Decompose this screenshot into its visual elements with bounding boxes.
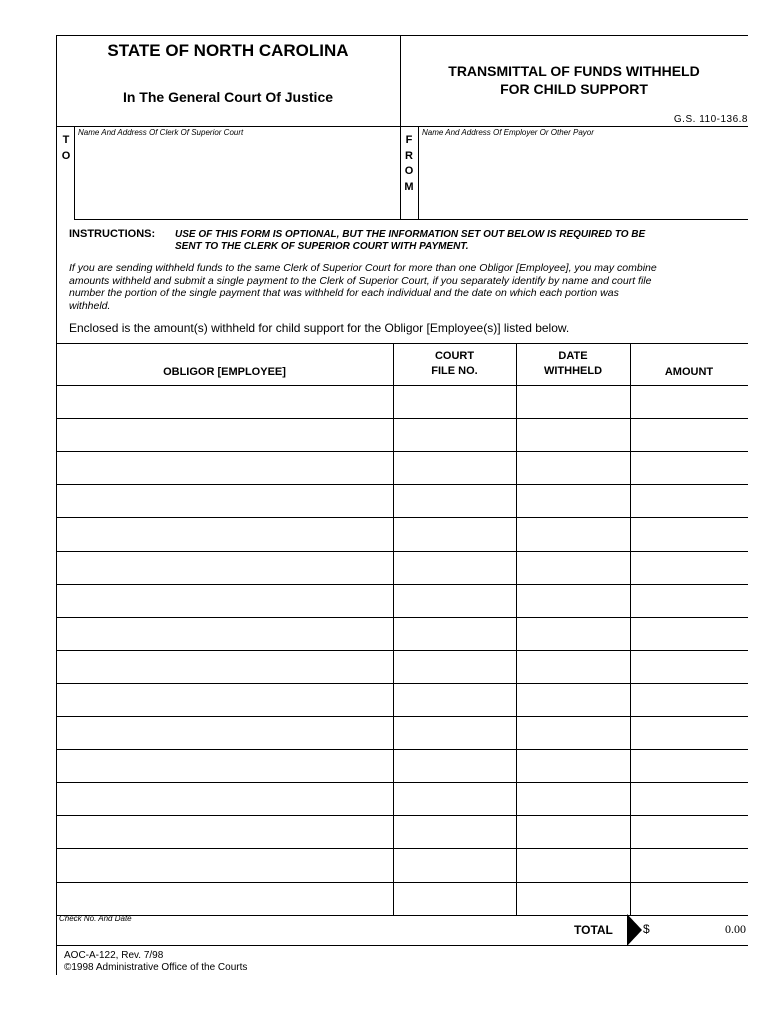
date-withheld-cell[interactable] <box>518 784 628 812</box>
court-file-cell[interactable] <box>395 784 514 812</box>
court-file-cell[interactable] <box>395 884 514 912</box>
obligor-cell[interactable] <box>58 751 391 779</box>
row-divider <box>56 848 748 849</box>
row-divider <box>56 584 748 585</box>
obligor-cell[interactable] <box>58 420 391 448</box>
row-divider <box>56 451 748 452</box>
obligor-cell[interactable] <box>58 586 391 614</box>
court-file-cell[interactable] <box>395 486 514 514</box>
court-file-cell[interactable] <box>395 751 514 779</box>
date-withheld-cell[interactable] <box>518 519 628 547</box>
enclosed-statement: Enclosed is the amount(s) withheld for child support for the Obligor [Employee(s)] listed below. <box>69 321 570 335</box>
date-withheld-cell[interactable] <box>518 817 628 845</box>
court-file-cell[interactable] <box>395 817 514 845</box>
instructions-line-1: USE OF THIS FORM IS OPTIONAL, BUT THE INFORMATION SET OUT BELOW IS REQUIRED TO BE <box>175 229 646 240</box>
paragraph-line-2: amounts withheld and submit a single payment to the Clerk of Superior Court, if you separately identify by name and court file <box>69 274 652 287</box>
total-bottom-border <box>56 945 748 946</box>
currency-symbol: $ <box>643 922 650 936</box>
court-file-cell[interactable] <box>395 619 514 647</box>
row-divider <box>56 551 748 552</box>
col-header-date-withheld <box>516 349 630 379</box>
col-divider-amount <box>630 343 631 915</box>
from-letter-r: R <box>405 149 413 162</box>
court-file-cell[interactable] <box>395 519 514 547</box>
court-file-cell[interactable] <box>395 652 514 680</box>
state-title: STATE OF NORTH CAROLINA <box>107 41 349 60</box>
date-withheld-cell[interactable] <box>518 685 628 713</box>
row-divider <box>56 815 748 816</box>
form-title <box>400 62 748 98</box>
amount-cell[interactable] <box>632 685 746 713</box>
court-file-cell[interactable] <box>395 586 514 614</box>
address-block-bottom-border <box>74 219 748 220</box>
to-letters <box>60 133 72 164</box>
footer <box>64 950 247 974</box>
form-id: AOC-A-122, Rev. 7/98 <box>64 950 164 961</box>
obligor-cell[interactable] <box>58 685 391 713</box>
date-withheld-cell[interactable] <box>518 486 628 514</box>
total-amount[interactable]: 0.00 <box>725 922 746 936</box>
obligor-cell[interactable] <box>58 652 391 680</box>
amount-cell[interactable] <box>632 453 746 481</box>
court-name: In The General Court Of Justice <box>122 89 334 105</box>
row-divider <box>56 617 748 618</box>
instructions-label: INSTRUCTIONS: <box>69 228 156 240</box>
obligor-cell[interactable] <box>58 817 391 845</box>
amount-cell[interactable] <box>632 784 746 812</box>
check-label: Check No. And Date <box>59 914 132 923</box>
col-divider-court <box>393 343 394 915</box>
paragraph-line-4: withheld. <box>69 299 111 312</box>
amount-cell[interactable] <box>632 553 746 581</box>
left-border <box>56 35 57 975</box>
table-top-border <box>56 343 748 344</box>
amount-cell[interactable] <box>632 817 746 845</box>
from-letters-divider <box>418 126 419 220</box>
col-header-date-line-1: DATE <box>558 350 588 362</box>
row-divider <box>56 749 748 750</box>
top-border <box>56 35 748 36</box>
col-divider-date <box>516 343 517 915</box>
amount-cell[interactable] <box>632 850 746 878</box>
employer-address-label: Name And Address Of Employer Or Other Payor <box>422 128 594 137</box>
amount-cell[interactable] <box>632 519 746 547</box>
col-header-court-line-1: COURT <box>434 350 475 362</box>
date-withheld-cell[interactable] <box>518 850 628 878</box>
statute-ref: G.S. 110-136.8 <box>673 114 748 125</box>
col-header-court-file <box>393 349 516 379</box>
col-header-amount: AMOUNT <box>664 366 714 378</box>
obligor-cell[interactable] <box>58 387 391 415</box>
instructions-paragraph <box>69 262 747 312</box>
obligor-cell[interactable] <box>58 784 391 812</box>
total-arrow-icon <box>627 914 643 946</box>
from-letter-o: O <box>404 165 414 177</box>
col-header-court-line-2: FILE NO. <box>431 365 478 377</box>
date-withheld-cell[interactable] <box>518 453 628 481</box>
obligor-cell[interactable] <box>58 619 391 647</box>
amount-cell[interactable] <box>632 619 746 647</box>
row-divider <box>56 650 748 651</box>
col-header-date-line-2: WITHHELD <box>543 365 603 377</box>
clerk-address-field[interactable] <box>78 140 396 216</box>
date-withheld-cell[interactable] <box>518 652 628 680</box>
court-file-cell[interactable] <box>395 453 514 481</box>
form-title-line-2: FOR CHILD SUPPORT <box>500 81 648 97</box>
row-divider <box>56 385 748 386</box>
row-divider <box>56 915 748 916</box>
amount-cell[interactable] <box>632 718 746 746</box>
obligor-cell[interactable] <box>58 553 391 581</box>
copyright: ©1998 Administrative Office of the Courts <box>64 962 248 973</box>
date-withheld-cell[interactable] <box>518 619 628 647</box>
row-divider <box>56 517 748 518</box>
col-header-obligor: OBLIGOR [EMPLOYEE] <box>163 366 286 378</box>
amount-cell[interactable] <box>632 884 746 912</box>
row-divider <box>56 484 748 485</box>
row-divider <box>56 418 748 419</box>
date-withheld-cell[interactable] <box>518 387 628 415</box>
total-label: TOTAL <box>574 923 613 937</box>
from-letter-m: M <box>404 180 414 193</box>
to-letter-t: T <box>62 134 70 146</box>
amount-cell[interactable] <box>632 751 746 779</box>
date-withheld-cell[interactable] <box>518 751 628 779</box>
row-divider <box>56 683 748 684</box>
date-withheld-cell[interactable] <box>518 718 628 746</box>
amount-cell[interactable] <box>632 387 746 415</box>
row-divider <box>56 716 748 717</box>
obligor-cell[interactable] <box>58 718 391 746</box>
instructions-text <box>175 229 745 253</box>
row-divider <box>56 882 748 883</box>
court-file-cell[interactable] <box>395 553 514 581</box>
paragraph-line-1: If you are sending withheld funds to the same Clerk of Superior Court for more than one Obligor [Employee], you may combine <box>69 262 657 274</box>
to-letter-o: O <box>61 149 71 162</box>
address-block-top-border <box>56 126 748 127</box>
from-letter-f: F <box>405 134 413 146</box>
amount-cell[interactable] <box>632 652 746 680</box>
obligor-cell[interactable] <box>58 884 391 912</box>
clerk-address-label: Name And Address Of Clerk Of Superior Court <box>78 128 244 137</box>
paragraph-line-3: number the portion of the single payment that was withheld for each individual and the date on which each portion was <box>69 287 619 299</box>
date-withheld-cell[interactable] <box>518 884 628 912</box>
amount-cell[interactable] <box>632 486 746 514</box>
employer-address-field[interactable] <box>422 140 744 216</box>
to-letters-divider <box>74 126 75 220</box>
instructions-line-2: SENT TO THE CLERK OF SUPERIOR COURT WITH PAYMENT. <box>175 241 469 252</box>
date-withheld-cell[interactable] <box>518 420 628 448</box>
form-title-line-1: TRANSMITTAL OF FUNDS WITHHELD <box>448 63 700 79</box>
from-letters <box>402 133 416 195</box>
court-file-cell[interactable] <box>395 685 514 713</box>
amount-cell[interactable] <box>632 420 746 448</box>
obligor-cell[interactable] <box>58 850 391 878</box>
obligor-cell[interactable] <box>58 453 391 481</box>
court-file-cell[interactable] <box>395 420 514 448</box>
obligor-cell[interactable] <box>58 486 391 514</box>
obligor-cell[interactable] <box>58 519 391 547</box>
court-file-cell[interactable] <box>395 387 514 415</box>
check-field[interactable] <box>58 926 388 942</box>
row-divider <box>56 782 748 783</box>
amount-cell[interactable] <box>632 586 746 614</box>
court-file-cell[interactable] <box>395 718 514 746</box>
court-file-cell[interactable] <box>395 850 514 878</box>
date-withheld-cell[interactable] <box>518 553 628 581</box>
date-withheld-cell[interactable] <box>518 586 628 614</box>
